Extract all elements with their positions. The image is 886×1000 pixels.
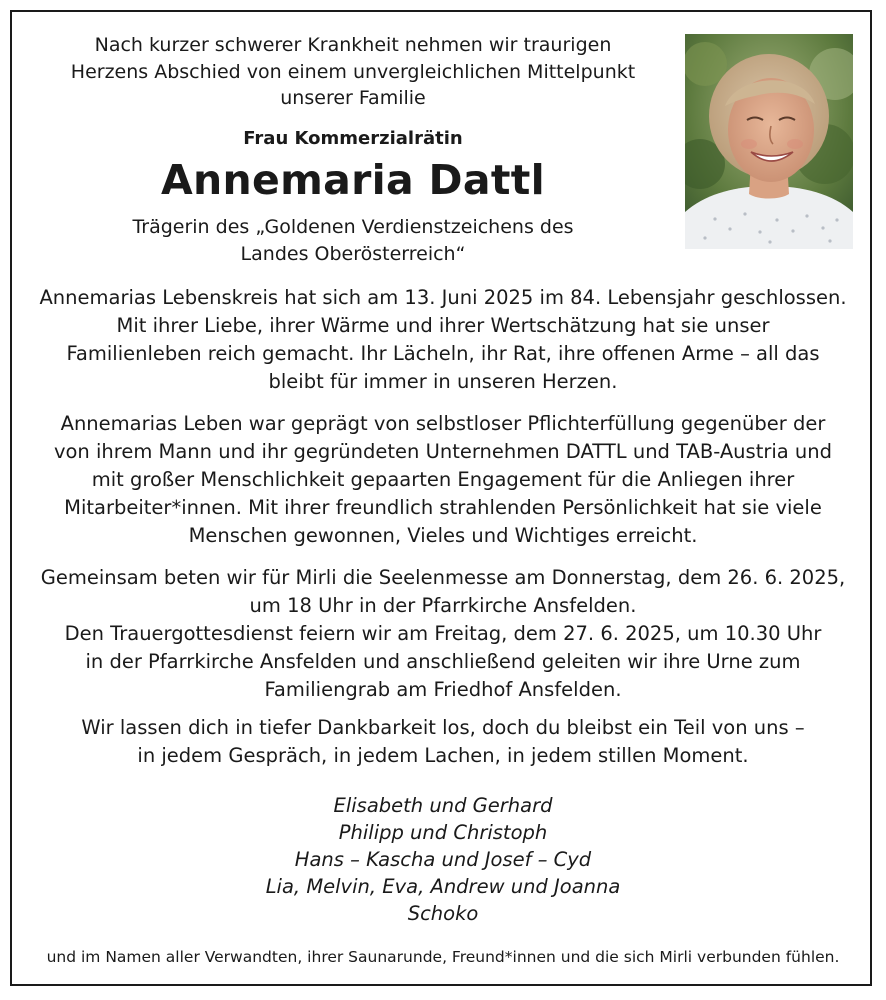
- mourner-line: Schoko: [407, 902, 479, 925]
- intro-line: Nach kurzer schwerer Krankheit nehmen wir traurigen: [94, 34, 612, 56]
- text-line: von ihrem Mann und ihr gegründeten Unternehmen DATTL und TAB-Austria und: [53, 440, 833, 463]
- honor-text: [30, 214, 676, 267]
- intro-text: [30, 32, 676, 112]
- text-line: Familienleben reich gemacht. Ihr Lächeln, ihr Rat, ihre offenen Arme – all das: [66, 342, 820, 365]
- portrait-image: [685, 34, 853, 249]
- text-line: Menschen gewonnen, Vieles und Wichtiges erreicht.: [188, 524, 698, 547]
- text-line: in jedem Gespräch, in jedem Lachen, in jedem stillen Moment.: [137, 744, 749, 767]
- text-line: Wir lassen dich in tiefer Dankbarkeit los, doch du bleibst ein Teil von uns –: [81, 716, 805, 739]
- footer-note: und im Namen aller Verwandten, ihrer Saunarunde, Freund*innen und die sich Mirli verbunden fühlen.: [46, 948, 840, 966]
- text-line: in der Pfarrkirche Ansfelden und anschließend geleiten wir ihre Urne zum: [85, 650, 801, 673]
- honorific-title: Frau Kommerzialrätin: [243, 128, 463, 149]
- text-line: Gemeinsam beten wir für Mirli die Seelenmesse am Donnerstag, dem 26. 6. 2025,: [40, 566, 846, 589]
- honor-line: Landes Oberösterreich“: [240, 242, 466, 265]
- mourner-line: Hans – Kascha und Josef – Cyd: [294, 848, 592, 871]
- portrait-photo: [685, 34, 853, 249]
- mourner-line: Philipp und Christoph: [338, 821, 548, 844]
- intro-line: Herzens Abschied von einem unvergleichlichen Mittelpunkt: [70, 60, 636, 83]
- honor-line: Trägerin des „Goldenen Verdienstzeichens des: [132, 216, 574, 238]
- paragraph-legacy: [22, 410, 864, 550]
- intro-line: unserer Familie: [280, 87, 426, 109]
- text-line: bleibt für immer in unseren Herzen.: [268, 370, 618, 393]
- text-line: mit großer Menschlichkeit gepaarten Engagement für die Anliegen ihrer: [91, 468, 795, 491]
- paragraph-farewell: [22, 714, 864, 770]
- text-line: um 18 Uhr in der Pfarrkirche Ansfelden.: [249, 594, 637, 617]
- mourner-line: Elisabeth und Gerhard: [333, 794, 553, 817]
- mourner-line: Lia, Melvin, Eva, Andrew und Joanna: [265, 875, 621, 898]
- deceased-name: Annemaria Dattl: [161, 156, 545, 204]
- text-line: Annemarias Lebenskreis hat sich am 13. Juni 2025 im 84. Lebensjahr geschlossen.: [39, 286, 847, 309]
- text-line: Mitarbeiter*innen. Mit ihrer freundlich strahlenden Persönlichkeit hat sie viele: [64, 496, 822, 519]
- paragraph-life: [22, 284, 864, 396]
- text-line: Annemarias Leben war geprägt von selbstloser Pflichterfüllung gegenüber der: [60, 412, 826, 435]
- text-line: Mit ihrer Liebe, ihrer Wärme und ihrer Wertschätzung hat sie unser: [116, 314, 770, 337]
- text-line: Den Trauergottesdienst feiern wir am Freitag, dem 27. 6. 2025, um 10.30 Uhr: [64, 622, 822, 645]
- text-line: Familiengrab am Friedhof Ansfelden.: [264, 678, 622, 701]
- paragraph-services: [22, 564, 864, 704]
- mourners-list: [22, 792, 864, 927]
